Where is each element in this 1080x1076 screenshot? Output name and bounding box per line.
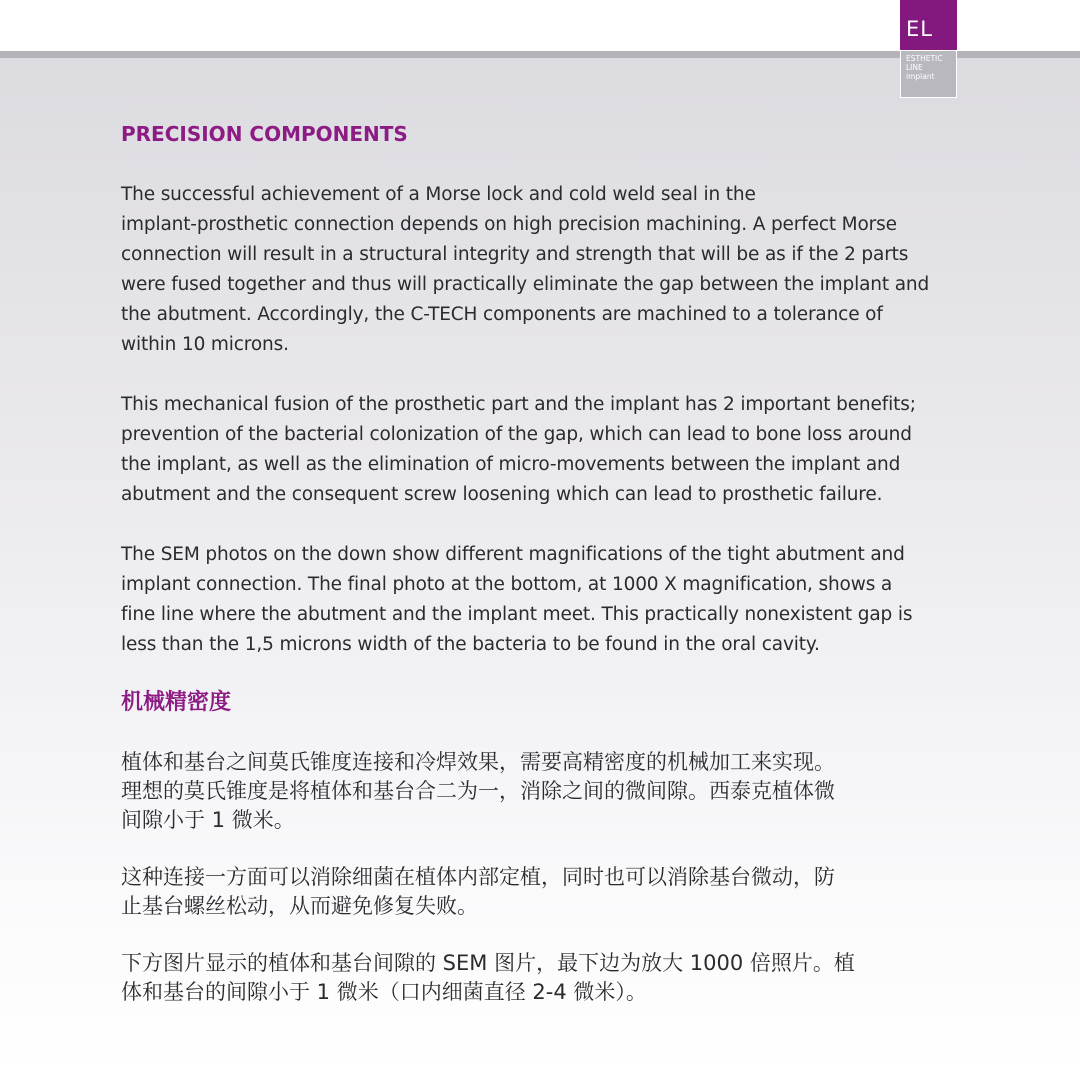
text-line: prevention of the bacterial colonization of the gap, which can lead to bone loss around [121, 424, 912, 445]
text-line: 止基台螺丝松动，从而避免修复失败。 [121, 894, 478, 918]
text-line: 下方图片显示的植体和基台间隙的 SEM 图片，最下边为放大 1000 倍照片。植 [121, 951, 855, 975]
paragraph-benefits [121, 390, 971, 510]
logo-mark-block [900, 0, 957, 50]
text-line: fine line where the abutment and the implant meet. This practically nonexistent gap is [121, 604, 913, 625]
text-line: implant connection. The final photo at the bottom, at 1000 X magnification, shows a [121, 574, 893, 595]
logo-line-implant: implant [906, 72, 935, 81]
text-line: abutment and the consequent screw loosening which can lead to prosthetic failure. [121, 484, 883, 505]
paragraph-morse-connection [121, 180, 971, 360]
text-line: 这种连接一方面可以消除细菌在植体内部定植，同时也可以消除基台微动，防 [121, 865, 835, 889]
text-line: less than the 1,5 microns width of the bacteria to be found in the oral cavity. [121, 634, 820, 655]
paragraph-sem-photos [121, 540, 971, 660]
section-heading-en: PRECISION COMPONENTS [121, 122, 408, 146]
text-line: connection will result in a structural integrity and strength that will be as if the 2 parts [121, 244, 909, 265]
text-line: 体和基台的间隙小于 1 微米（口内细菌直径 2-4 微米）。 [121, 980, 647, 1004]
logo-line-line: LINE [906, 63, 923, 72]
text-line: implant-prosthetic connection depends on high precision machining. A perfect Morse [121, 214, 897, 235]
article-content [121, 120, 971, 1007]
text-line: the abutment. Accordingly, the C-TECH components are machined to a tolerance of [121, 304, 883, 325]
logo-tagline-block [900, 50, 957, 98]
section-heading-zh: 机械精密度 [121, 690, 232, 715]
brand-logo [900, 0, 957, 98]
text-line: The SEM photos on the down show different magnifications of the tight abutment and [121, 544, 905, 565]
text-line: The successful achievement of a Morse lock and cold weld seal in the [121, 184, 756, 205]
text-line: the implant, as well as the elimination of micro-movements between the implant and [121, 454, 901, 475]
text-line: 理想的莫氏锥度是将植体和基台合二为一，消除之间的微间隙。西泰克植体微 [121, 779, 835, 803]
text-line: 间隙小于 1 微米。 [121, 808, 295, 832]
text-line: This mechanical fusion of the prosthetic part and the implant has 2 important benefits; [121, 394, 916, 415]
text-line: were fused together and thus will practically eliminate the gap between the implant and [121, 274, 930, 295]
paragraph-zh-sem [121, 949, 971, 1007]
logo-line-esthetic: ESTHETIC [906, 54, 943, 63]
paragraph-zh-morse [121, 748, 971, 835]
logo-mark: EL [906, 17, 933, 41]
text-line: within 10 microns. [121, 334, 289, 355]
paragraph-zh-benefits [121, 863, 971, 921]
text-line: 植体和基台之间莫氏锥度连接和冷焊效果，需要高精密度的机械加工来实现。 [121, 750, 835, 774]
